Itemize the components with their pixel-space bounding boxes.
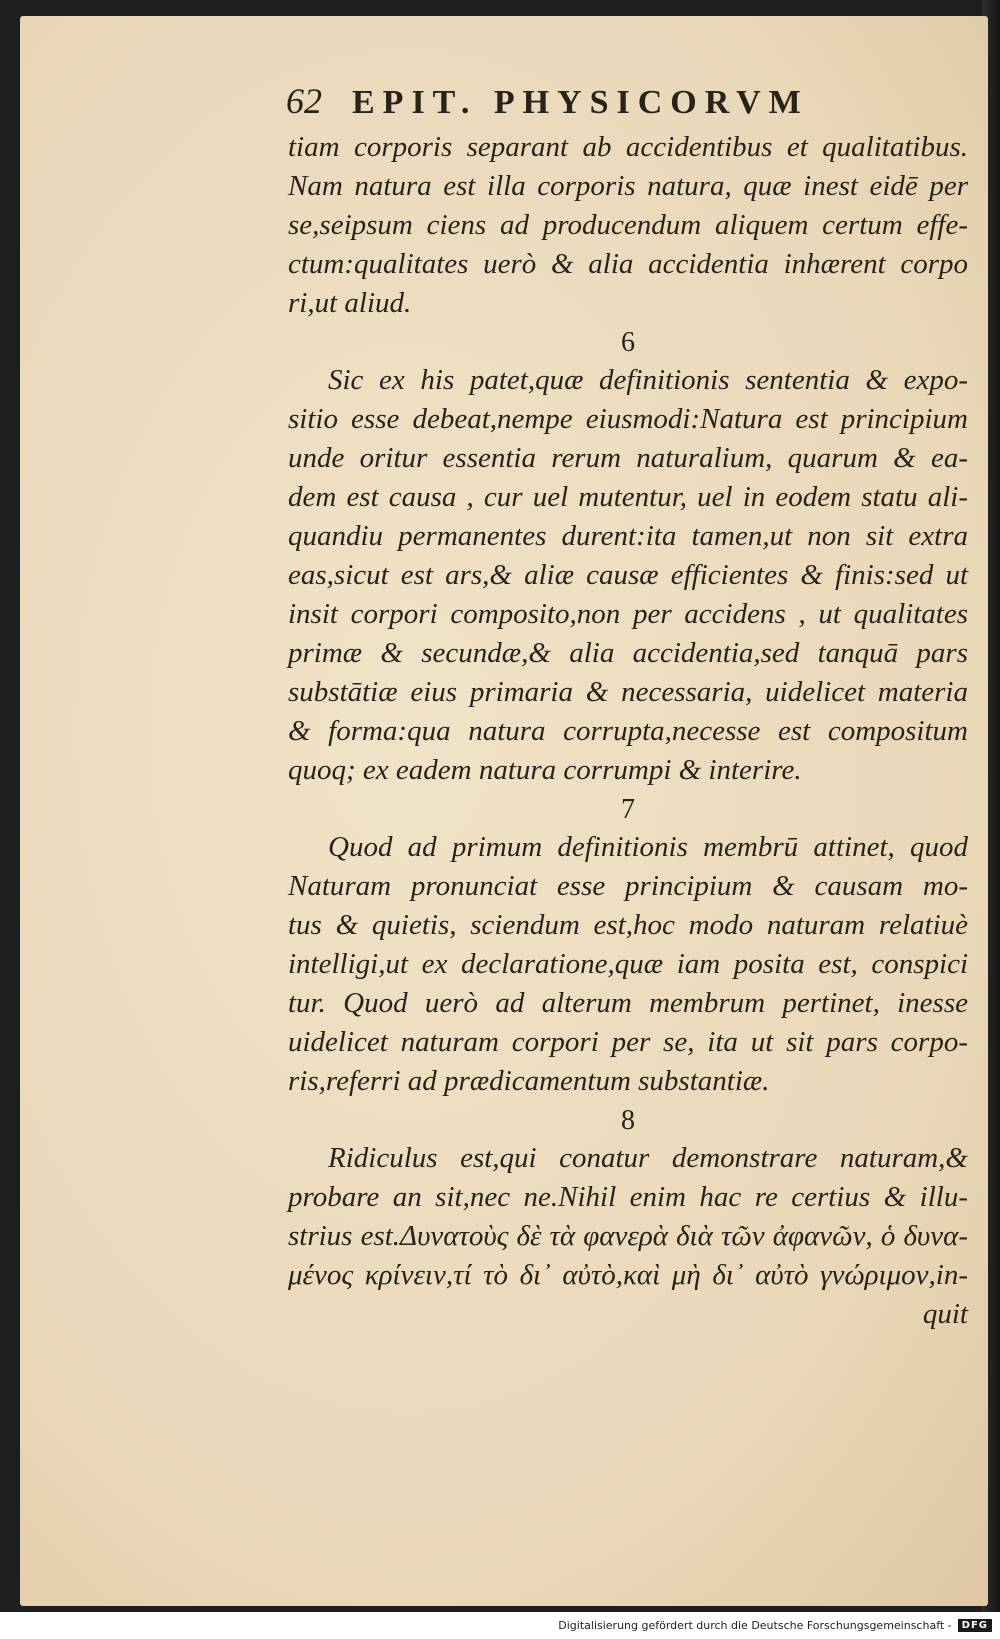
- text-line: ris,referri ad prædicamentum substantiæ.: [288, 1065, 770, 1097]
- text-line: eas,sicut est ars,& aliæ causæ efficientes & finis:sed ut: [288, 559, 968, 591]
- text-line: substātiæ eius primaria & necessaria, uidelicet materia: [288, 676, 968, 708]
- text-line: strius est.Δυνατοὺς δὲ τὰ φανερὰ διὰ τῶν ἀφανῶν, ὁ δυνα-: [288, 1220, 968, 1252]
- running-head: [286, 80, 968, 128]
- text-line: Sic ex his patet,quæ definitionis sententia & expo-: [328, 364, 968, 396]
- text-line: quoq; ex eadem natura corrumpi & interire.: [288, 754, 802, 786]
- text-line: Ridiculus est,qui conatur demonstrare naturam,&: [328, 1142, 968, 1174]
- text-line: Quod ad primum definitionis membrū attinet, quod: [328, 831, 968, 863]
- text-line: insit corpori composito,non per accidens , ut qualitates: [288, 598, 968, 630]
- text-line: & forma:qua natura corrupta,necesse est compositum: [288, 715, 968, 747]
- catchword: quit: [922, 1298, 968, 1330]
- text-line: μένος κρίνειν,τί τὸ δι᾽ αὐτὸ,καὶ μὴ δι᾽ αὐτὸ γνώριμον,in-: [288, 1259, 968, 1291]
- text-line: tus & quietis, sciendum est,hoc modo naturam relatiuè: [288, 909, 968, 941]
- paragraph-continued: [288, 128, 968, 323]
- text-line: Nam natura est illa corporis natura, quæ inest eidē per: [288, 170, 968, 202]
- text-line: unde oritur essentia rerum naturalium, quarum & ea-: [288, 442, 968, 474]
- paragraph-6: [288, 361, 968, 790]
- paragraph-8: [288, 1139, 968, 1295]
- digitization-footer: [0, 1612, 1000, 1639]
- funding-credit: Digitalisierung gefördert durch die Deutsche Forschungsgemeinschaft -: [558, 1619, 952, 1632]
- text-line: probare an sit,nec ne.Nihil enim hac re certius & illu-: [288, 1181, 968, 1213]
- text-line: primæ & secundæ,& alia accidentia,sed tanquā pars: [288, 637, 968, 669]
- running-title: EPIT. PHYSICORVM: [352, 84, 809, 121]
- section-number: 6: [621, 327, 635, 358]
- text-line: sitio esse debeat,nempe eiusmodi:Natura est principium: [288, 403, 968, 435]
- text-line: tiam corporis separant ab accidentibus et qualitatibus.: [288, 131, 968, 163]
- page-number: 62: [286, 81, 322, 121]
- page-text: [288, 80, 968, 1334]
- text-line: ctum:qualitates uerò & alia accidentia inhærent corpo: [288, 248, 968, 280]
- section-number: 8: [621, 1105, 635, 1136]
- text-line: quandiu permanentes durent:ita tamen,ut non sit extra: [288, 520, 968, 552]
- text-line: se,seipsum ciens ad producendum aliquem certum effe-: [288, 209, 968, 241]
- dfg-logo: DFG: [958, 1619, 992, 1632]
- text-line: tur. Quod uerò ad alterum membrum pertinet, inesse: [288, 987, 968, 1019]
- text-line: Naturam pronunciat esse principium & causam mo-: [288, 870, 968, 902]
- text-line: uidelicet naturam corpori per se, ita ut sit pars corpo-: [288, 1026, 968, 1058]
- text-line: ri,ut aliud.: [288, 287, 412, 319]
- section-number: 7: [621, 794, 635, 825]
- text-line: dem est causa , cur uel mutentur, uel in eodem statu ali-: [288, 481, 968, 513]
- paragraph-7: [288, 828, 968, 1101]
- text-line: intelligi,ut ex declaratione,quæ iam posita est, conspici: [288, 948, 968, 980]
